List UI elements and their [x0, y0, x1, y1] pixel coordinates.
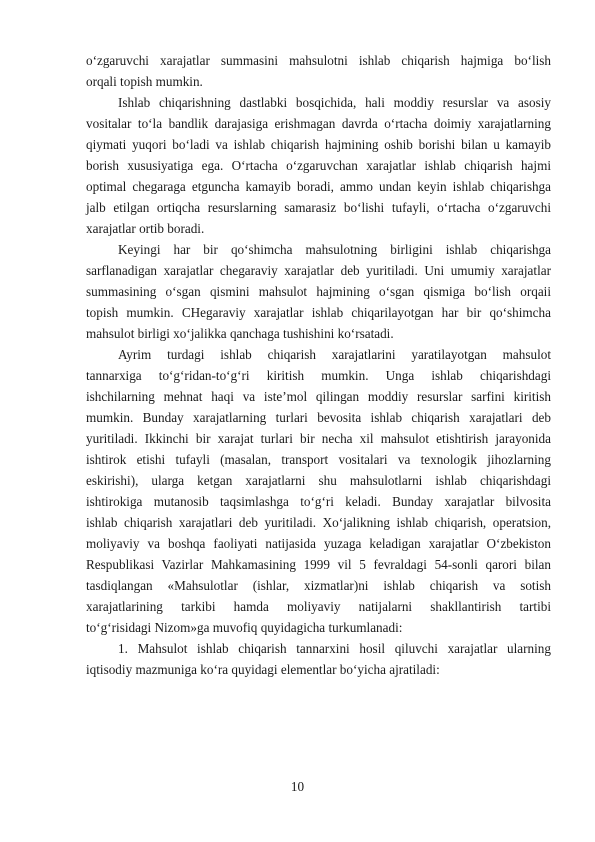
text-line: jalb etilgan ortiqcha resurslarning samarasiz bo‘lishi tufayli, o‘rtacha o‘zgaruvchi	[86, 200, 551, 215]
text-line: Ayrim turdagi ishlab chiqarish xarajatlarini yaratilayotgan mahsulot	[118, 347, 551, 362]
text-line: summasining o‘sgan qismini mahsulot hajmining o‘sgan qismiga bo‘lish orqaii	[86, 284, 551, 299]
text-line: iqtisodiy mazmuniga ko‘ra quyidagi elementlar bo‘yicha ajratiladi:	[86, 662, 440, 677]
text-line: optimal chegaraga etguncha kamayib boradi, ammo undan keyin ishlab chiqarishga	[86, 179, 551, 194]
text-line: topish mumkin. CHegaraviy xarajatlar ishlab chiqarilayotgan har bir qo‘shimcha	[86, 305, 551, 320]
text-line: to‘g‘risidagi Nizom»ga muvofiq quyidagicha turkumlanadi:	[86, 620, 403, 635]
text-line: ishchilarning mehnat haqi va iste’mol qilingan moddiy resurslar sarfini kiritish	[86, 389, 551, 404]
text-line: o‘zgaruvchi xarajatlar summasini mahsulotni ishlab chiqarish hajmiga bo‘lish	[86, 53, 551, 68]
text-line: orqali topish mumkin.	[86, 74, 203, 89]
text-line: mahsulot birligi xo‘jalikka qanchaga tushishini ko‘rsatadi.	[86, 326, 394, 341]
text-line: moliyaviy va boshqa faoliyati natijasida yuzaga keladigan xarajatlar O‘zbekiston	[86, 536, 551, 551]
text-line: qiymati yuqori bo‘ladi va ishlab chiqarish hajmining oshib borishi bilan u kamayib	[86, 137, 551, 152]
text-line: yuritiladi. Ikkinchi bir xarajat turlari bir necha xil mahsulot etishtirish jarayonida	[86, 431, 551, 446]
text-line: Ishlab chiqarishning dastlabki bosqichida, hali moddiy resurslar va asosiy	[118, 95, 551, 110]
paragraph	[86, 92, 551, 239]
text-line: Keyingi har bir qo‘shimcha mahsulotning birligini ishlab chiqarishga	[118, 242, 551, 257]
text-line: tasdiqlangan «Mahsulotlar (ishlar, xizmatlar)ni ishlab chiqarish va sotish	[86, 578, 551, 593]
body-text	[86, 50, 551, 680]
paragraph	[86, 638, 551, 680]
text-line: mumkin. Bunday xarajatlarning turlari bevosita ishlab chiqarish xarajatlari deb	[86, 410, 551, 425]
paragraph	[86, 50, 551, 92]
text-line: sarflanadigan xarajatlar chegaraviy xarajatlar deb yuritiladi. Uni umumiy xarajatlar	[86, 263, 551, 278]
text-line: eskirishi), ularga ketgan xarajatlarni shu mahsulotlarni ishlab chiqarishdagi	[86, 473, 551, 488]
text-line: tannarxiga to‘g‘ridan-to‘g‘ri kiritish mumkin. Unga ishlab chiqarishdagi	[86, 368, 551, 383]
text-line: borish xususiyatiga ega. O‘rtacha o‘zgaruvchan xarajatlar ishlab chiqarish hajmi	[86, 158, 551, 173]
text-line: 1. Mahsulot ishlab chiqarish tannarxini hosil qiluvchi xarajatlar ularning	[118, 641, 551, 656]
text-line: vositalar to‘la bandlik darajasiga erishmagan davrda o‘rtacha doimiy xarajatlarning	[86, 116, 551, 131]
page-number: 10	[290, 779, 305, 794]
paragraph	[86, 344, 551, 638]
text-line: Respublikasi Vazirlar Mahkamasining 1999 vil 5 fevraldagi 54-sonli qarori bilan	[86, 557, 551, 572]
text-line: xarajatlarining tarkibi hamda moliyaviy natijalarni shakllantirish tartibi	[86, 599, 551, 614]
paragraph	[86, 239, 551, 344]
text-line: ishlab chiqarish xarajatlari deb yuritiladi. Xo‘jalikning ishlab chiqarish, operatsion,	[86, 515, 551, 530]
text-line: ishtirok etishi tufayli (masalan, transport vositalari va texnologik jihozlarning	[86, 452, 551, 467]
text-line: ishtirokiga mutanosib taqsimlashga to‘g‘ri keladi. Bunday xarajatlar bilvosita	[86, 494, 551, 509]
text-line: xarajatlar ortib boradi.	[86, 221, 205, 236]
